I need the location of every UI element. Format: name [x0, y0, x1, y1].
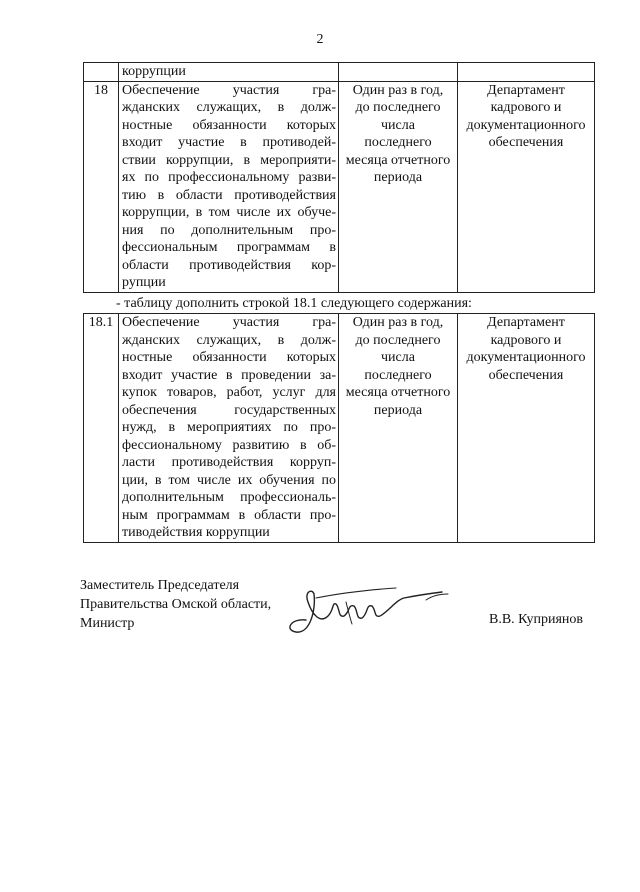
row-deadline: [339, 81, 458, 292]
row-number: 18.1: [84, 314, 119, 543]
description-line: коррупции, в том числе их обуче-: [122, 205, 336, 220]
deadline-line: до последнего: [355, 332, 441, 348]
description-line: ностные обязанности которых: [122, 350, 336, 365]
description-line: ствии коррупции, в мероприяти-: [122, 152, 336, 168]
cell-num-empty: [84, 63, 119, 82]
responsible-line: обеспечения: [488, 367, 564, 383]
deadline-line: месяца отчетного: [345, 385, 451, 400]
deadline-line: последнего: [364, 367, 432, 383]
row-description: [119, 314, 339, 543]
description-line: Обеспечение участия гра-: [122, 315, 336, 330]
row-number: 18: [84, 81, 119, 292]
description-line: фессиональному развитию в об-: [122, 437, 336, 453]
table-row-18: [84, 81, 595, 292]
measures-table-1: [83, 62, 595, 293]
deadline-line: Один раз в год,: [352, 82, 444, 98]
deadline-line: до последнего: [355, 100, 441, 115]
handwritten-signature: [276, 580, 456, 640]
signatory-title: [80, 576, 271, 633]
description-line: области противодействия кор-: [122, 257, 336, 273]
row-responsible: [458, 314, 595, 543]
responsible-line: обеспечения: [488, 135, 564, 150]
row-responsible: [458, 81, 595, 292]
amendment-instruction: - таблицу дополнить строкой 18.1 следующего содержания:: [116, 296, 472, 311]
description-line: фессиональным программам в: [122, 240, 336, 255]
deadline-line: числа: [381, 117, 415, 133]
row-description: [119, 81, 339, 292]
description-line: ным программам в области про-: [122, 507, 336, 523]
description-line: тию в области противодействия: [122, 187, 336, 203]
signatory-title-line: Правительства Омской области,: [80, 597, 272, 612]
description-line: жданских служащих, в долж-: [122, 100, 336, 115]
page-number: 2: [316, 32, 324, 47]
description-line: нужд, в мероприятиях по про-: [122, 420, 336, 435]
description-line: ях по профессиональному разви-: [122, 170, 336, 185]
description-line: Обеспечение участия гра-: [122, 82, 336, 98]
description-line: входит участие в проведении за-: [122, 367, 336, 383]
deadline-line: последнего: [364, 135, 432, 150]
row-deadline: [339, 314, 458, 543]
deadline-line: числа: [381, 350, 415, 365]
deadline-line: периода: [373, 170, 423, 185]
description-line: ции, в том числе их обучения по: [122, 472, 336, 488]
table-row-18-1: [84, 314, 595, 543]
responsible-line: Департамент: [487, 82, 565, 98]
description-line: жданских служащих, в долж-: [122, 332, 336, 348]
cell-deadline-empty: [339, 63, 458, 82]
signatory-title-line: Заместитель Председателя: [80, 578, 240, 593]
deadline-line: месяца отчетного: [345, 152, 451, 168]
deadline-line: Один раз в год,: [352, 315, 444, 330]
description-line: ностные обязанности которых: [122, 117, 336, 133]
description-line: входит участие в противодей-: [122, 135, 336, 150]
responsible-line: документационного: [466, 117, 586, 133]
signatory-name: В.В. Куприянов: [489, 612, 583, 627]
description-line: ласти противодействия корруп-: [122, 455, 336, 470]
measures-table-2: [83, 313, 595, 543]
description-line: тиводействия коррупции: [122, 525, 270, 540]
responsible-line: кадрового и: [490, 332, 562, 348]
responsible-line: Департамент: [487, 315, 565, 330]
deadline-line: периода: [373, 402, 423, 418]
description-line: купок товаров, работ, услуг для: [122, 385, 336, 400]
responsible-line: кадрового и: [490, 100, 562, 115]
signatory-title-line: Министр: [80, 616, 135, 631]
description-line: дополнительным профессиональ-: [122, 490, 336, 505]
cell-continuation-text: коррупции: [119, 63, 339, 82]
description-line: ния по дополнительным про-: [122, 222, 336, 238]
responsible-line: документационного: [466, 350, 586, 365]
description-line: рупции: [122, 275, 166, 290]
table-row-continuation: [84, 63, 595, 82]
description-line: обеспечения государственных: [122, 402, 336, 418]
cell-responsible-empty: [458, 63, 595, 82]
